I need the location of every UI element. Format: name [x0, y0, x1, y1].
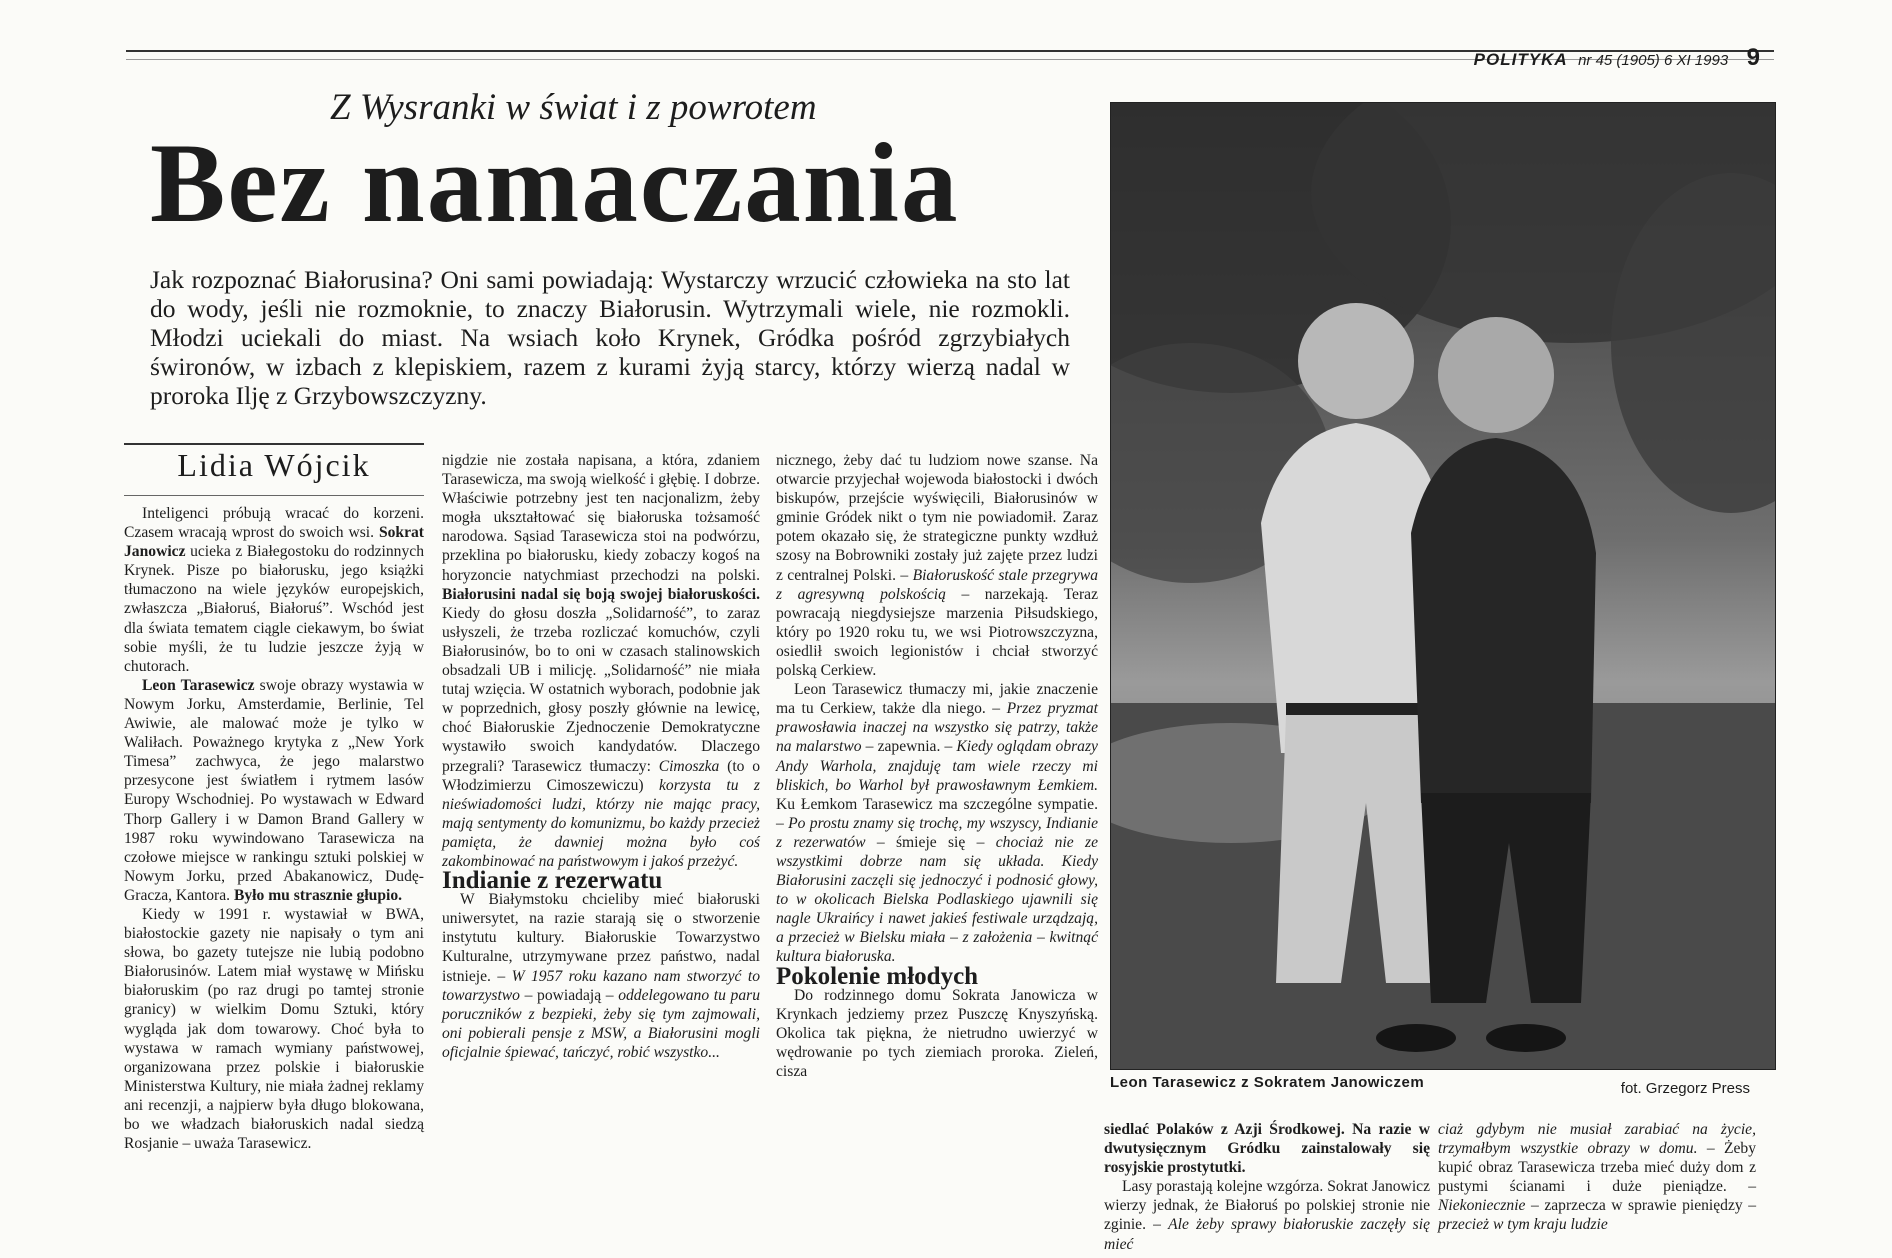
col3-para-1: nicznego, żeby dać tu ludziom nowe szanse. Na otwarcie przyjechał wojewoda białostocki i dwóch biskupów, przejście wyświęcili, Białorusinów w gminie Gródek nikt o tym nie powiadomił. Zaraz potem okazało się, że strategiczne punkty wzdłuż szosy na Bobrowniki zostały już zajęte przez ludzi z centralnej Polski. – Białoruskość stale przegrywa z agresywną polskością – narzekają. Teraz powracają niegdysiejsze marzenia Piłsudskiego, który po 1920 roku tu, we wsi Piotrowszczyzna, osiedlił swoich legionistów i chciał stworzyć polską Cerkiew.: [776, 452, 1099, 680]
masthead: [1460, 44, 1760, 72]
paper-name: POLITYKA: [1473, 50, 1568, 69]
col1-para-3: Kiedy w 1991 r. wystawiał w BWA, białostockie gazety nie napisały o tym ani słowa, bo gazety tutejsze nie lubią podobno Białorusinów. Latem miał wystawę w Mińsku białoruskim (po raz drugi po tamtej stronie granicy) w wielkim Domu Sztuki, który wygląda jak dom towarowy. Choć była to wystawa w ramach wymiany państwowej, organizowana przez polskie i białoruskie Ministerstwa Kultury, nie miała żadnej reklamy ani recenzji, a najpierw była długo blokowana, bo we władzach białoruskich nadal siedzą Rosjanie – uważa Tarasewicz.: [124, 905, 424, 1153]
kicker: Z Wysranki w świat i z powrotem: [330, 87, 817, 128]
photo-credit: fot. Grzegorz Press: [1620, 1080, 1750, 1097]
subhead-indianie: Indianie z rezerwatu: [442, 867, 663, 895]
col1-para-1: Inteligenci próbują wracać do korzeni. Czasem wracają wprost do swoich wsi. Sokrat Janowicz ucieka z Białegostoku do rodzinnych Krynek. Pisze po białorusku, jego książki tłumaczono na wiele języków europejskich, zwłaszcza „Białoruś, Białoruś”. Wschód jest dla świata tematem ciągle ciekawym, bo świat sobie myśli, że tu ludzie jeszcze żyją w chutorach.: [124, 505, 424, 675]
page-number: 9: [1746, 44, 1760, 71]
lead-paragraph: Jak rozpoznać Białorusina? Oni sami powiadają: Wystarczy wrzucić człowieka na sto lat do wody, jeśli nie rozmoknie, to znaczy Białorusin. Wytrzymali wiele, nie rozmokli. Młodzi uciekali do miast. Na wsiach koło Krynek, Gródka pośród zgrzybiałych świronów, w izbach z klepiskiem, razem z kurami żyją starcy, którzy wierzą nadal w proroka Ilję z Grzybowszczyzny.: [150, 265, 1070, 410]
column-2: [442, 451, 760, 1062]
issue-info: nr 45 (1905) 6 XI 1993: [1578, 52, 1729, 69]
author-byline: Lidia Wójcik: [177, 447, 371, 483]
col3-para-2: Leon Tarasewicz tłumaczy mi, jakie znaczenie ma tu Cerkiew, także dla niego. – Przez pryzmat prawosławia inaczej na wszystko się patrzy, także na malarstwo – zapewnia. – Kiedy oglądam obrazy Andy Warhola, znajduję tam wiele rzeczy mi bliskich, bo Warhol był prawosławnym Łemkiem. Ku Łemkom Tarasewicz ma szczególne sympatie. – Po prostu znamy się trochę, my wszyscy, Indianie z rezerwatów – śmieje się – chociaż nie ze wszystkimi dobrze nam się układa. Kiedy Białorusini zaczęli się jednoczyć i podnosić głowy, to w okolicach Bielska Podlaskiego ujawnili się nagle Ukraińcy i nawet jakieś festiwale urządzają, a przecież w Bielsku miała – z założenia – kwitnąć kultura białoruska.: [776, 681, 1099, 966]
column-4: [1104, 1120, 1430, 1254]
col4-para-1: siedlać Polaków z Azji Środkowej. Na razie w dwutysięcznym Gródku zainstalowały się rosyjskie prostytutki.: [1104, 1121, 1430, 1177]
col3-para-3: Do rodzinnego domu Sokrata Janowicza w Krynkach jedziemy przez Puszczę Knyszyńską. Okolica tak piękna, że nietrudno uwierzyć w wędrowanie po tych ziemiach proroka. Zieleń, cisza: [776, 986, 1098, 1080]
column-3: [776, 451, 1098, 1081]
headline: Bez namaczania: [150, 121, 960, 246]
col1-para-2: Leon Tarasewicz swoje obrazy wystawia w Nowym Jorku, Amsterdamie, Berlinie, Tel Awiwie, ale malować może je tylko w Waliłach. Poważnego krytyka z „New York Timesa” zachwyca, że jego malarstwo przesycone jest światłem i rytmem lasów Europy Wschodniej. Po wystawach w Edward Thorp Gallery i w Damon Brand Gallery w 1987 roku wywindowano Tarasewicza na czołowe miejsce w rankingu sztuki polskiej w Nowym Jorku, przed Abakanowicz, Dudę-Gracza, Kantora. Było mu strasznie głupio.: [124, 676, 424, 904]
col2-para-1: nigdzie nie została napisana, a która, zdaniem Tarasewicza, ma swoją wielkość i głębię. I dobrze. Właściwie potrzebny jest ten nacjonalizm, żeby mogła ukształtować się białoruska tożsamość narodowa. Sąsiad Tarasewicza stoi na podwórzu, przeklina po białorusku, kiedy zobaczy kogoś na horyzoncie natychmiast przechodzi na polski. Białorusini nadal się boją swojej białoruskości. Kiedy do głosu doszła „Solidarność”, to zaraz usłyszeli, że trzeba rozliczać komuchów, czyli Białorusinów, bo to oni w czasach stalinowskich obsadzali UB i milicję. „Solidarność” nie miała tutaj wzięcia. W ostatnich wyborach, podobnie jak w poprzednich, głosy poszły głównie na lewicę, choć Białoruskie Zjednoczenie Demokratyczne wystawiło swoich kandydatów. Dlaczego przegrali? Tarasewicz tłumaczy: Cimoszka (to o Włodzimierzu Cimoszewiczu) korzysta tu z nieświadomości ludzi, którzy nie mając pracy, mają sentymenty do komunizmu, bo każdy przecież pamięta, że dawniej można było coś zakombinować na państwowym i jakoś przeżyć.: [442, 452, 760, 870]
column-5: [1438, 1120, 1756, 1235]
subhead-pokolenie: Pokolenie młodych: [776, 962, 979, 990]
photo-caption: Leon Tarasewicz z Sokratem Janowiczem: [1110, 1074, 1425, 1091]
article-photo: [1110, 102, 1776, 1070]
photo-illustration: [1111, 103, 1775, 1069]
column-1: [124, 504, 424, 1153]
col5-para-1: ciaż gdybym nie musiał zarabiać na życie, trzymałbym wszystkie obrazy w domu. – Żeby kupić obraz Tarasewicza trzeba mieć duży dom z pustymi ścianami i duże pieniądze. – Niekoniecznie – zaprzecza w sprawie pieniędzy – przecież w tym kraju ludzie: [1438, 1121, 1756, 1234]
col4-para-2: Lasy porastają kolejne wzgórza. Sokrat Janowicz wierzy jednak, że Białoruś po polskiej stronie nie zginie. – Ale żeby sprawy białoruskie zaczęły się mieć: [1104, 1178, 1430, 1253]
col2-para-2: W Białymstoku chcieliby mieć białoruski uniwersytet, na razie starają się o stworzenie instytutu kultury. Białoruskie Towarzystwo Kulturalne, utrzymywane przez państwo, nadal istnieje. – W 1957 roku kazano nam stworzyć to towarzystwo – powiadają – oddelegowano tu paru poruczników z bezpieki, żeby się tym zajmowali, oni pobierali pensje z MSW, a Białorusini mogli oficjalnie śpiewać, tańczyć, robić wszystko...: [442, 891, 760, 1061]
